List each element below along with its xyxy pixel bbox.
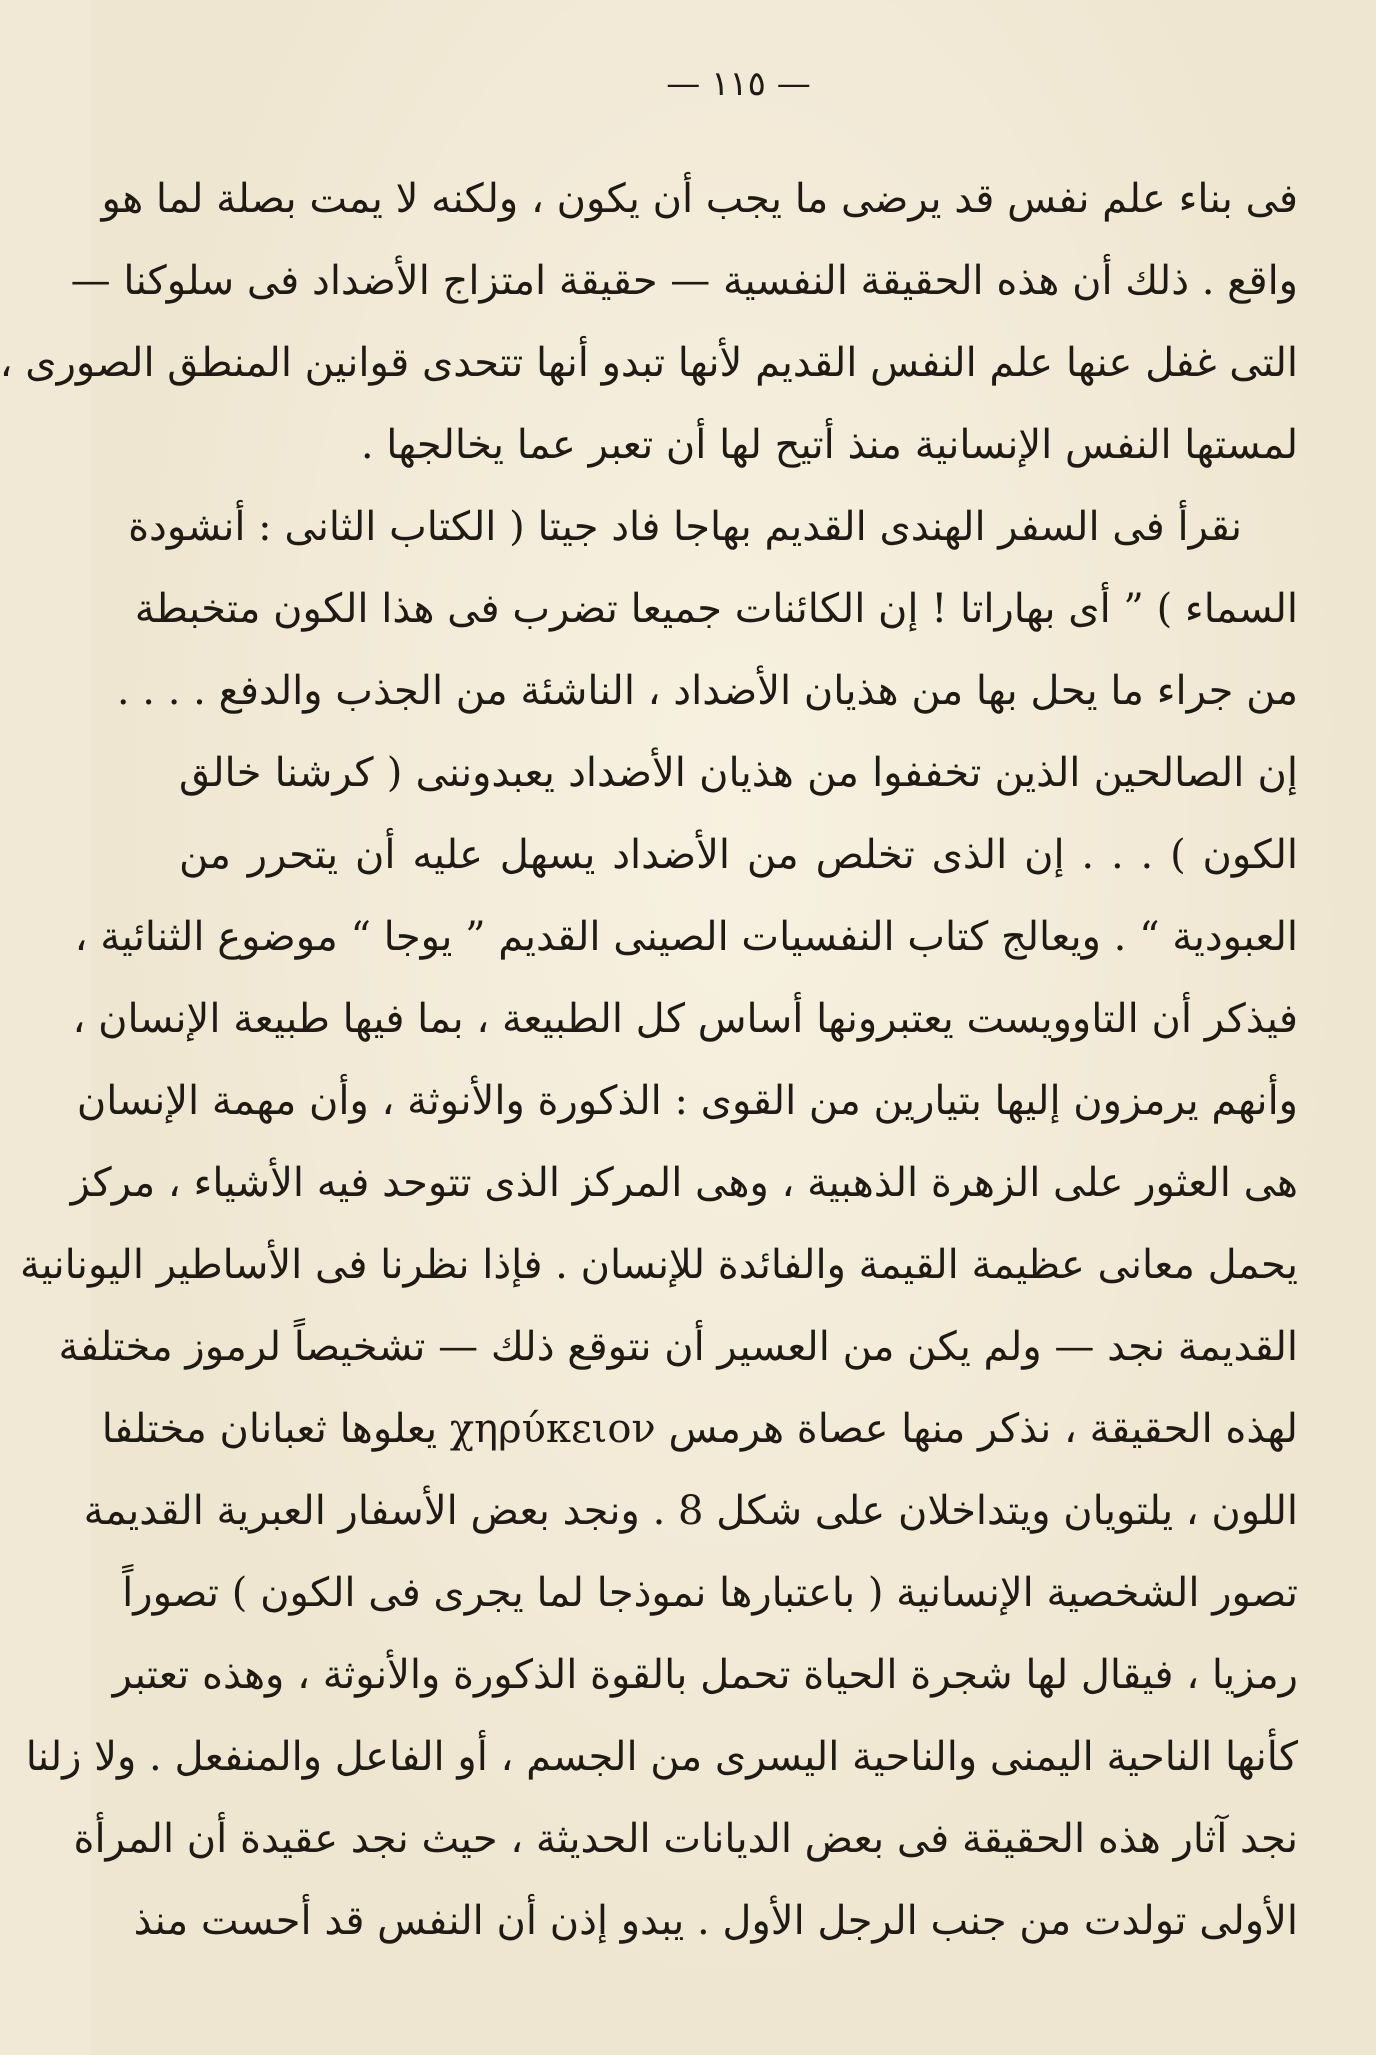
text-line: اللون ، يلتويان ويتداخلان على شكل 8 . ونجد بعض الأسفار العبرية القديمة <box>83 1488 1298 1534</box>
text-line: فيذكر أن التاوويست يعتبرونها أساس كل الطبيعة ، بما فيها طبيعة الإنسان ، <box>72 996 1298 1042</box>
text-line: لهذه الحقيقة ، نذكر منها عصاة هرمس χηρύκειον يعلوها ثعبانان مختلفا <box>101 1406 1298 1452</box>
text-line: إن الصالحين الذين تخففوا من هذيان الأضداد يعبدوننى ( كرشنا خالق <box>179 750 1298 796</box>
text-line: الأولى تولدت من جنب الرجل الأول . يبدو إذن أن النفس قد أحست منذ <box>133 1898 1298 1944</box>
text-line: نقرأ فى السفر الهندى القديم بهاجا فاد جيتا ( الكتاب الثانى : أنشودة <box>128 504 1242 550</box>
text-line: العبودية “ . ويعالج كتاب النفسيات الصينى القديم ” يوجا “ موضوع الثنائية ، <box>74 914 1298 960</box>
text-line: هى العثور على الزهرة الذهبية ، وهى المركز الذى تتوحد فيه الأشياء ، مركز <box>70 1160 1298 1206</box>
text-line: السماء ) ” أى بهاراتا ! إن الكائنات جميعا تضرب فى هذا الكون متخبطة <box>134 586 1298 632</box>
text-line: وأنهم يرمزون إليها بتيارين من القوى : الذكورة والأنوثة ، وأن مهمة الإنسان <box>76 1078 1298 1124</box>
body-text <box>0 158 1298 1962</box>
text-line: فى بناء علم نفس قد يرضى ما يجب أن يكون ، ولكنه لا يمت بصلة لما هو <box>101 176 1298 222</box>
text-line: رمزيا ، فيقال لها شجرة الحياة تحمل بالقوة الذكورة والأنوثة ، وهذه تعتبر <box>112 1652 1298 1698</box>
text-line: نجد آثار هذه الحقيقة فى بعض الديانات الحديثة ، حيث نجد عقيدة أن المرأة <box>73 1816 1298 1862</box>
text-line: كأنها الناحية اليمنى والناحية اليسرى من الجسم ، أو الفاعل والمنفعل . ولا زلنا <box>25 1734 1298 1780</box>
page-number: — ١١٥ — <box>666 64 811 104</box>
text-line: القديمة نجد — ولم يكن من العسير أن نتوقع ذلك — تشخيصاً لرموز مختلفة <box>58 1324 1298 1370</box>
text-line: يحمل معانى عظيمة القيمة والفائدة للإنسان . فإذا نظرنا فى الأساطير اليونانية <box>19 1242 1298 1288</box>
text-line: واقع . ذلك أن هذه الحقيقة النفسية — حقيقة امتزاج الأضداد فى سلوكنا — <box>70 258 1298 304</box>
text-line: التى غفل عنها علم النفس القديم لأنها تبدو أنها تتحدى قوانين المنطق الصورى ، <box>0 340 1298 386</box>
text-line: من جراء ما يحل بها من هذيان الأضداد ، الناشئة من الجذب والدفع . . . . <box>116 668 1298 714</box>
text-line: تصور الشخصية الإنسانية ( باعتبارها نموذجا لما يجرى فى الكون ) تصوراً <box>122 1570 1298 1616</box>
text-line: الكون ) . . . إن الذى تخلص من الأضداد يسهل عليه أن يتحرر من <box>179 832 1298 878</box>
text-line: لمستها النفس الإنسانية منذ أتيح لها أن تعبر عما يخالجها . <box>360 422 1298 468</box>
